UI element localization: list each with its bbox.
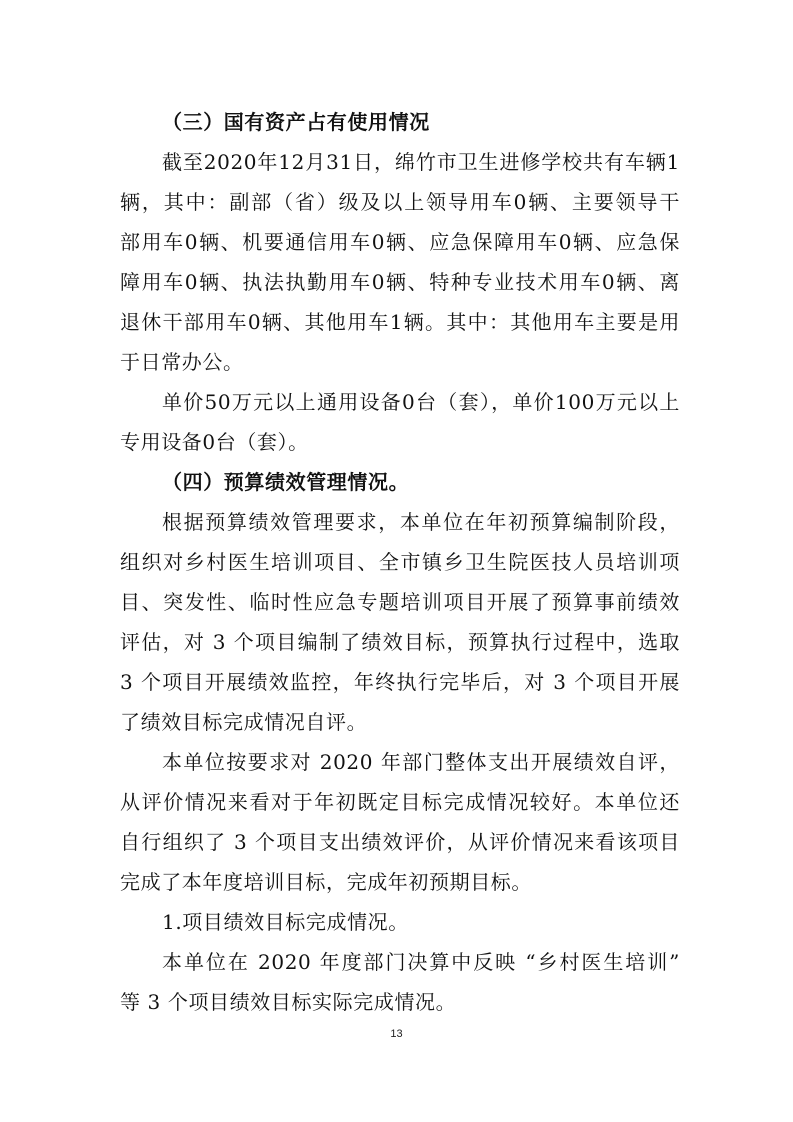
paragraph-line: 本单位按要求对 2020 年部门整体支出开展绩效自评， [162,750,680,774]
paragraph-line: 根据预算绩效管理要求，本单位在年初预算编制阶段， [162,510,680,534]
paragraph-line: 截至2020年12月31日，绵竹市卫生进修学校共有车辆1 [162,150,680,174]
paragraph-line: 评估，对 3 个项目编制了绩效目标，预算执行过程中，选取 [120,630,680,654]
paragraph-line: 部用车0辆、机要通信用车0辆、应急保障用车0辆、应急保 [120,230,680,254]
paragraph-line: 3 个项目开展绩效监控，年终执行完毕后，对 3 个项目开展 [120,670,680,694]
paragraph-line: 专用设备0台（套）。 [120,430,309,454]
page-number: 13 [390,1028,403,1040]
paragraph-line: 完成了本年度培训目标，完成年初预期目标。 [120,870,532,894]
sub-heading: 1.项目绩效目标完成情况。 [162,910,409,934]
paragraph-line: 目、突发性、临时性应急专题培训项目开展了预算事前绩效 [120,590,680,614]
paragraph-line: 本单位在 2020 年度部门决算中反映 “乡村医生培训” [162,950,680,974]
paragraph-line: 组织对乡村医生培训项目、全市镇乡卫生院医技人员培训项 [120,550,680,574]
paragraph-line: 辆，其中：副部（省）级及以上领导用车0辆、主要领导干 [120,190,680,214]
section-heading: （三）国有资产占有使用情况 [162,110,430,134]
paragraph-line: 障用车0辆、执法执勤用车0辆、特种专业技术用车0辆、离 [120,270,680,294]
paragraph-line: 从评价情况来看对于年初既定目标完成情况较好。本单位还 [120,790,680,814]
paragraph-line: 等 3 个项目绩效目标实际完成情况。 [120,990,457,1014]
paragraph-line: 了绩效目标完成情况自评。 [120,710,368,734]
paragraph-line: 于日常办公。 [120,350,244,374]
paragraph-line: 单价50万元以上通用设备0台（套），单价100万元以上 [162,390,680,414]
paragraph-line: 退休干部用车0辆、其他用车1辆。其中：其他用车主要是用 [120,310,680,334]
section-heading: （四）预算绩效管理情况。 [162,470,410,494]
paragraph-line: 自行组织了 3 个项目支出绩效评价，从评价情况来看该项目 [120,830,680,854]
